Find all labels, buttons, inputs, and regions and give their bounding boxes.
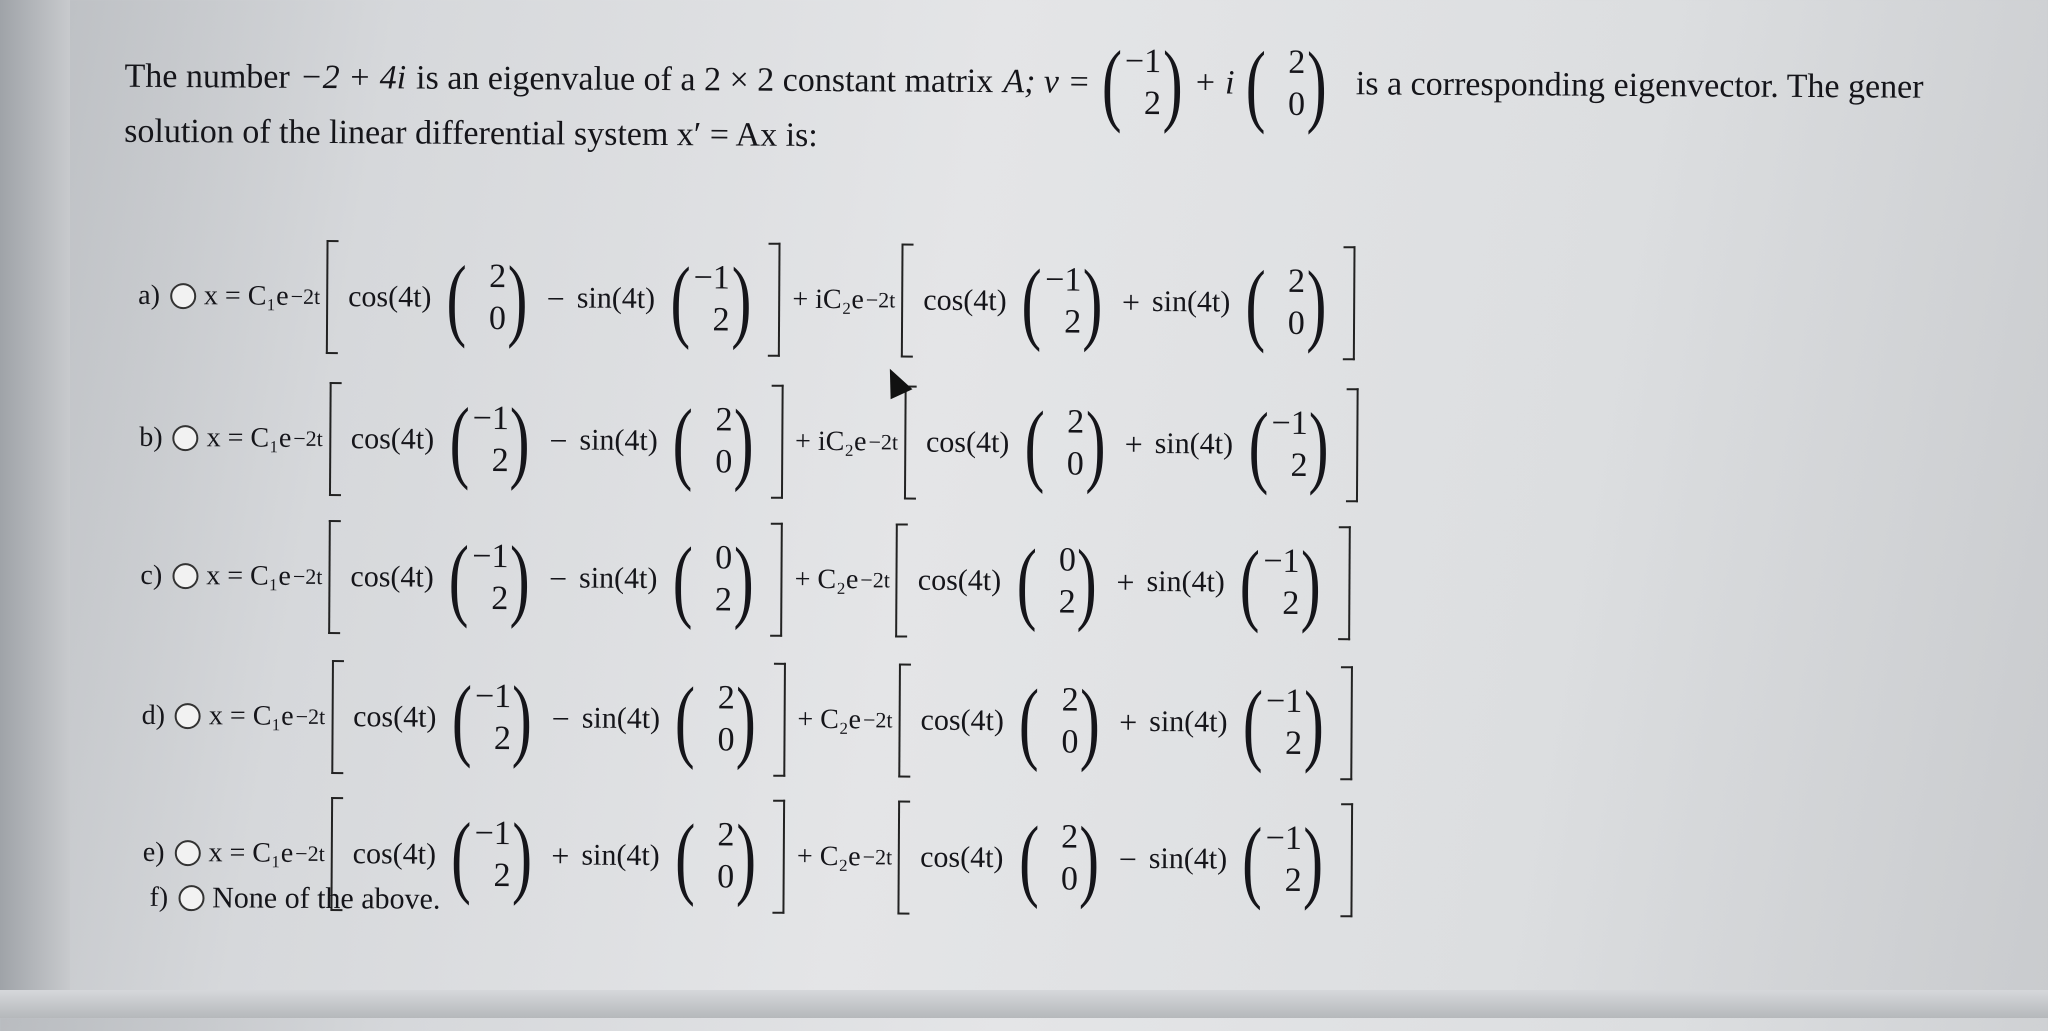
vector-entry: 2 — [1284, 861, 1302, 899]
vector-entry: 2 — [1067, 403, 1085, 441]
sin-term: sin(4t) — [1151, 285, 1231, 319]
vector: ( −1 2 ) — [1021, 250, 1103, 353]
vector-entry: 2 — [489, 257, 507, 296]
exponent: −2t — [865, 287, 896, 313]
vector: ( −1 2 ) — [1248, 393, 1330, 497]
vector: ( 2 0 ) — [1018, 670, 1101, 773]
c2-term: + C₂e — [796, 840, 861, 873]
screen-bezel-bottom — [0, 990, 2048, 1018]
vector-entry: −1 — [693, 259, 730, 297]
vector-entry: 0 — [1066, 445, 1084, 483]
vector-entry: 2 — [714, 581, 733, 619]
right-bracket — [1346, 388, 1359, 502]
vector-entry: −1 — [474, 677, 512, 716]
question-text-part1: The number — [124, 57, 290, 96]
cos-term: cos(4t) — [917, 563, 1002, 598]
vector-entry: 2 — [1143, 84, 1162, 123]
vector-entry: 0 — [715, 443, 733, 481]
vector-entry: 2 — [1288, 43, 1306, 81]
question-text-part2: is an eigenvalue of a 2 × 2 constant matrix — [415, 59, 994, 101]
operator: − — [1118, 840, 1137, 877]
vector-entry: 2 — [491, 442, 509, 480]
option-label: e) — [142, 836, 165, 869]
eigenvector-imag-part: ( 2 0 ) — [1245, 32, 1327, 136]
left-bracket — [901, 244, 914, 358]
operator: − — [551, 699, 570, 736]
vector-entry: −1 — [1271, 404, 1308, 442]
vector-entry: 0 — [1287, 304, 1305, 342]
vector-entry: 2 — [1284, 724, 1303, 762]
exponent: −2t — [292, 563, 323, 589]
vector: ( −1 2 ) — [1242, 671, 1324, 775]
sin-term: sin(4t) — [1148, 842, 1228, 876]
vector: ( 2 0 ) — [1024, 392, 1106, 495]
exponent: −2t — [862, 707, 893, 733]
left-bracket — [898, 801, 911, 915]
option-text: None of the above. — [212, 881, 441, 916]
vector-entry: −1 — [1124, 42, 1162, 81]
sin-term: sin(4t) — [579, 423, 658, 458]
eigenvalue: −2 + 4i — [299, 58, 407, 97]
operator: + — [1119, 703, 1138, 740]
matrix-label: A; v = — [1003, 63, 1091, 101]
vector-entry: 0 — [488, 299, 507, 338]
option-label: a) — [138, 279, 161, 311]
vector-entry: 2 — [1282, 584, 1300, 622]
radio-button[interactable] — [174, 840, 200, 866]
sin-term: sin(4t) — [1146, 565, 1225, 599]
radio-button[interactable] — [173, 425, 199, 451]
vector: ( −1 2 ) — [1239, 531, 1322, 635]
vector-entry: 0 — [717, 858, 735, 896]
vector: ( −1 2 ) — [449, 388, 531, 492]
c2-term: + iC₂e — [792, 283, 864, 316]
option-row[interactable] — [138, 239, 1362, 360]
vector-entry: 2 — [712, 301, 730, 339]
vector: ( 2 0 ) — [675, 668, 757, 771]
eigenvector-real-part: ( −1 2 ) — [1101, 31, 1183, 135]
vector-entry: −1 — [1266, 682, 1303, 720]
vector-entry: −1 — [472, 399, 510, 438]
cos-term: cos(4t) — [350, 422, 435, 456]
left-bracket — [898, 664, 911, 778]
cos-term: cos(4t) — [348, 280, 432, 314]
right-bracket — [771, 385, 784, 499]
vector-entry: −1 — [1045, 261, 1082, 299]
right-bracket — [1343, 246, 1356, 360]
vector-entry: 2 — [1061, 681, 1079, 719]
exponent: −2t — [293, 425, 323, 451]
vector: ( −1 2 ) — [670, 248, 752, 351]
vector: ( 2 0 ) — [1245, 251, 1327, 355]
vector: ( 0 2 ) — [672, 528, 754, 631]
vector: ( 2 0 ) — [1018, 807, 1100, 910]
operator: − — [548, 559, 568, 596]
c1-term: x = C₁e — [208, 837, 294, 869]
cos-term: cos(4t) — [920, 703, 1004, 738]
option-row[interactable] — [139, 381, 1365, 502]
right-bracket — [773, 663, 786, 777]
cos-term: cos(4t) — [352, 837, 437, 871]
vector-entry: 2 — [1287, 262, 1306, 300]
radio-button[interactable] — [175, 703, 201, 729]
vector: ( 0 2 ) — [1016, 530, 1098, 633]
operator: + — [1121, 283, 1141, 320]
sin-term: sin(4t) — [576, 281, 656, 316]
radio-button[interactable] — [178, 885, 204, 911]
option-label: f) — [149, 881, 169, 914]
sin-term: sin(4t) — [578, 561, 658, 596]
operator: − — [546, 279, 565, 316]
left-bracket — [896, 523, 909, 637]
operator: + — [551, 836, 570, 873]
vector-entry: 2 — [1058, 583, 1076, 621]
vector: ( −1 2 ) — [448, 526, 530, 630]
vector-entry: 2 — [1061, 818, 1079, 856]
vector-entry: 2 — [493, 857, 511, 895]
vector-entry: 2 — [1064, 303, 1082, 341]
exponent: −2t — [290, 283, 321, 309]
radio-button[interactable] — [170, 283, 196, 309]
option-f-row[interactable] — [149, 881, 440, 917]
sin-term: sin(4t) — [581, 701, 661, 736]
right-bracket — [1338, 526, 1351, 640]
vector-entry: 2 — [491, 580, 509, 618]
left-bracket — [904, 386, 917, 500]
vector: ( −1 2 ) — [451, 803, 533, 907]
exponent: −2t — [295, 703, 326, 729]
exponent: −2t — [295, 840, 325, 866]
c1-term: x = C₁e — [203, 280, 289, 312]
cos-term: cos(4t) — [353, 700, 437, 734]
option-row[interactable] — [140, 519, 1356, 640]
c1-term: x = C₁e — [208, 700, 294, 732]
exponent: −2t — [862, 844, 893, 870]
question-text-part3: is a corresponding eigenvector. The gener — [1355, 65, 1924, 106]
vector: ( 2 0 ) — [672, 390, 755, 493]
vector-entry: −1 — [1263, 542, 1300, 580]
vector-entry: 0 — [717, 721, 735, 759]
right-bracket — [1340, 666, 1353, 780]
right-bracket — [768, 243, 781, 357]
cos-term: cos(4t) — [350, 560, 434, 594]
c2-term: + C₂e — [797, 703, 862, 736]
radio-button[interactable] — [172, 563, 198, 589]
left-bracket — [328, 382, 341, 496]
c2-term: + C₂e — [794, 563, 859, 596]
vector-entry: 0 — [1060, 860, 1079, 898]
right-bracket — [773, 800, 786, 914]
question-text-line2: solution of the linear differential system x′ = Ax is: — [124, 112, 818, 154]
right-bracket — [1340, 803, 1353, 917]
c1-term: x = C₁e — [206, 422, 292, 454]
sin-term: sin(4t) — [581, 838, 660, 873]
operator: + — [1116, 563, 1135, 600]
option-row[interactable] — [141, 659, 1359, 780]
option-label: b) — [139, 421, 163, 454]
plus-i: + i — [1193, 64, 1235, 102]
vector: ( −1 2 ) — [1242, 808, 1324, 912]
question-line-2 — [124, 113, 818, 155]
option-label: d) — [141, 699, 166, 732]
cos-term: cos(4t) — [923, 283, 1007, 318]
vector-entry: 2 — [717, 816, 735, 854]
c2-term: + iC₂e — [794, 425, 867, 458]
vector-entry: 2 — [715, 401, 733, 439]
option-label: c) — [140, 559, 163, 592]
vector-entry: 0 — [1287, 85, 1306, 123]
exponent: −2t — [868, 429, 899, 455]
vector-entry: −1 — [472, 537, 509, 576]
vector: ( 2 0 ) — [446, 246, 528, 350]
vector-entry: 0 — [715, 539, 733, 577]
cos-term: cos(4t) — [920, 840, 1004, 875]
left-bracket — [326, 240, 339, 354]
vector-entry: 2 — [1290, 446, 1308, 484]
c1-term: x = C₁e — [206, 560, 292, 592]
right-bracket — [770, 523, 783, 637]
left-bracket — [331, 660, 344, 774]
left-bracket — [328, 520, 341, 634]
vector-entry: −1 — [474, 814, 511, 853]
operator: + — [1124, 425, 1143, 462]
vector-entry: 2 — [717, 679, 735, 717]
operator: − — [549, 421, 568, 458]
vector-entry: 0 — [1058, 541, 1077, 579]
vector-entry: −1 — [1265, 819, 1303, 857]
vector-entry: 2 — [493, 720, 512, 758]
exponent: −2t — [860, 567, 890, 593]
vector: ( 2 0 ) — [674, 805, 756, 908]
sin-term: sin(4t) — [1154, 427, 1234, 461]
vector: ( −1 2 ) — [451, 666, 533, 770]
vector-entry: 0 — [1061, 723, 1079, 761]
cos-term: cos(4t) — [925, 425, 1010, 460]
sin-term: sin(4t) — [1149, 705, 1228, 739]
